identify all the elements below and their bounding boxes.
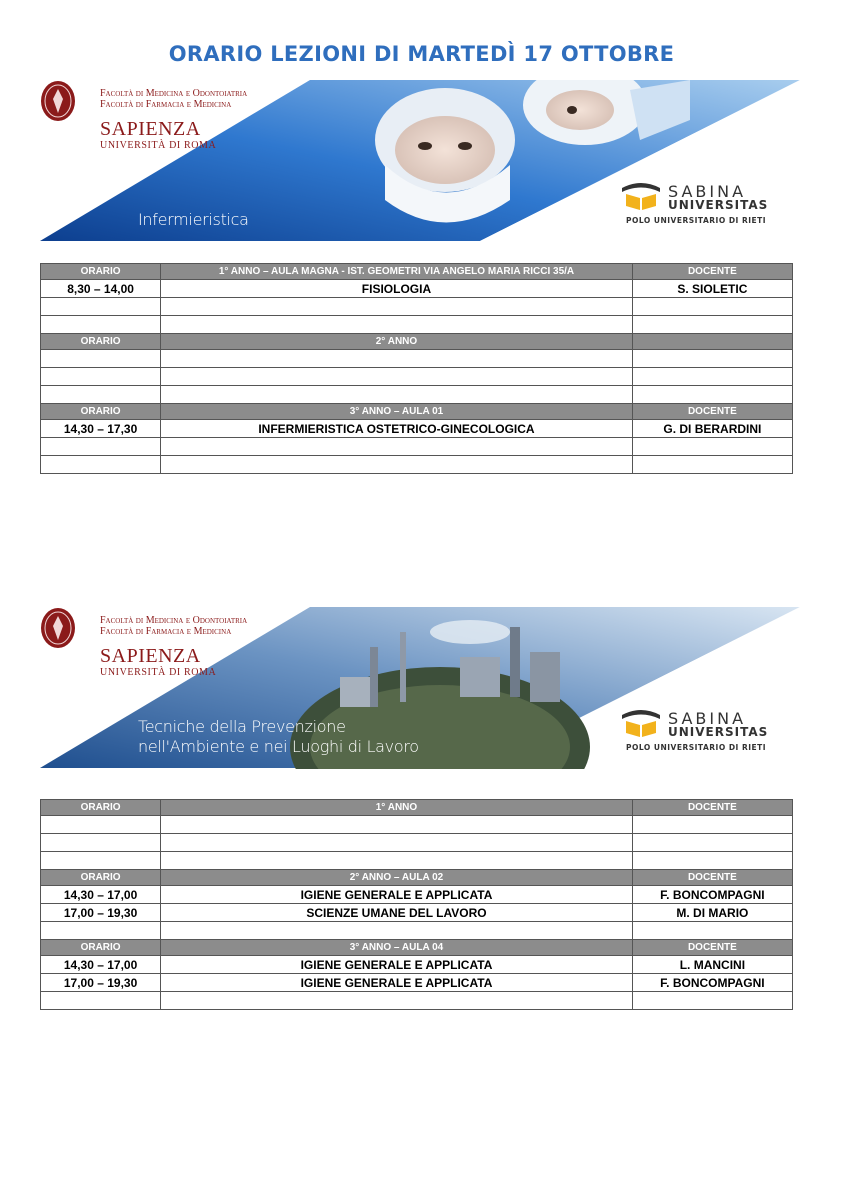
header-teacher: DOCENTE — [632, 264, 792, 280]
table-header-row — [41, 800, 793, 816]
banner-infermieristica — [40, 80, 802, 242]
table-row-empty — [41, 456, 793, 474]
header-teacher: DOCENTE — [632, 404, 792, 420]
header-teacher: DOCENTE — [632, 940, 792, 956]
table-row-empty — [41, 298, 793, 316]
header-time: ORARIO — [41, 264, 161, 280]
header-year: 2° ANNO – AULA 02 — [161, 870, 633, 886]
header-teacher: DOCENTE — [632, 800, 792, 816]
sapienza-logo-text: SAPIENZA — [100, 645, 201, 667]
table-row — [41, 280, 793, 298]
course-name: Tecniche della Prevenzione nell'Ambiente e nei Luoghi di Lavoro — [138, 717, 419, 756]
schedule-table-infermieristica — [40, 263, 793, 474]
header-year: 1° ANNO – AULA MAGNA - IST. GEOMETRI VIA ANGELO MARIA RICCI 35/A — [161, 264, 633, 280]
table-row-empty — [41, 316, 793, 334]
sabina-book-icon — [620, 705, 662, 739]
table-row-empty — [41, 852, 793, 870]
table-row-empty — [41, 368, 793, 386]
table-row-empty — [41, 350, 793, 368]
cell-subject: SCIENZE UMANE DEL LAVORO — [161, 904, 633, 922]
table-row — [41, 886, 793, 904]
table-header-row — [41, 264, 793, 280]
sabina-logo: SABINA UNIVERSITAS POLO UNIVERSITARIO DI RIETI — [620, 178, 800, 228]
table-row — [41, 904, 793, 922]
sapienza-seal-icon — [40, 80, 76, 122]
schedule-table-tecniche-prevenzione — [40, 799, 793, 1010]
table-row-empty — [41, 438, 793, 456]
header-time: ORARIO — [41, 404, 161, 420]
header-time: ORARIO — [41, 940, 161, 956]
table-row — [41, 420, 793, 438]
table-row — [41, 974, 793, 992]
table-row-empty — [41, 922, 793, 940]
cell-time: 14,30 – 17,00 — [41, 956, 161, 974]
table-header-row — [41, 870, 793, 886]
faculty-names: Facoltà di Medicina e Odontoiatria Facoltà di Farmacia e Medicina — [100, 615, 248, 637]
cell-subject: INFERMIERISTICA OSTETRICO-GINECOLOGICA — [161, 420, 633, 438]
cell-time: 14,30 – 17,00 — [41, 886, 161, 904]
cell-subject: IGIENE GENERALE E APPLICATA — [161, 956, 633, 974]
cell-teacher: F. BONCOMPAGNI — [632, 974, 792, 992]
table-header-row — [41, 404, 793, 420]
cell-teacher: S. SIOLETIC — [632, 280, 792, 298]
sabina-book-icon — [620, 178, 662, 212]
cell-time: 17,00 – 19,30 — [41, 974, 161, 992]
sapienza-subtitle: UNIVERSITÀ DI ROMA — [100, 667, 217, 678]
header-year: 3° ANNO – AULA 01 — [161, 404, 633, 420]
sabina-logo: SABINA UNIVERSITAS POLO UNIVERSITARIO DI RIETI — [620, 705, 800, 755]
table-row-empty — [41, 386, 793, 404]
faculty-names: Facoltà di Medicina e Odontoiatria Facoltà di Farmacia e Medicina — [100, 88, 248, 110]
header-year: 2° ANNO — [161, 334, 633, 350]
table-header-row — [41, 940, 793, 956]
table-row-empty — [41, 816, 793, 834]
cell-subject: FISIOLOGIA — [161, 280, 633, 298]
cell-subject: IGIENE GENERALE E APPLICATA — [161, 886, 633, 904]
header-year: 3° ANNO – AULA 04 — [161, 940, 633, 956]
table-row — [41, 956, 793, 974]
course-name: Infermieristica — [138, 210, 249, 229]
table-row-empty — [41, 834, 793, 852]
sapienza-logo-text: SAPIENZA — [100, 118, 201, 140]
sapienza-subtitle: UNIVERSITÀ DI ROMA — [100, 140, 217, 151]
cell-teacher: L. MANCINI — [632, 956, 792, 974]
header-time: ORARIO — [41, 800, 161, 816]
cell-time: 8,30 – 14,00 — [41, 280, 161, 298]
table-row-empty — [41, 992, 793, 1010]
header-time: ORARIO — [41, 870, 161, 886]
cell-teacher: G. DI BERARDINI — [632, 420, 792, 438]
sapienza-seal-icon — [40, 607, 76, 649]
page-title: ORARIO LEZIONI DI MARTEDÌ 17 OTTOBRE — [168, 42, 675, 66]
cell-time: 17,00 – 19,30 — [41, 904, 161, 922]
cell-teacher: M. DI MARIO — [632, 904, 792, 922]
cell-teacher: F. BONCOMPAGNI — [632, 886, 792, 904]
header-time: ORARIO — [41, 334, 161, 350]
banner-tecniche-prevenzione — [40, 607, 802, 769]
header-teacher: DOCENTE — [632, 870, 792, 886]
cell-subject: IGIENE GENERALE E APPLICATA — [161, 974, 633, 992]
header-year: 1° ANNO — [161, 800, 633, 816]
table-header-row — [41, 334, 793, 350]
header-teacher — [632, 334, 792, 350]
cell-time: 14,30 – 17,30 — [41, 420, 161, 438]
